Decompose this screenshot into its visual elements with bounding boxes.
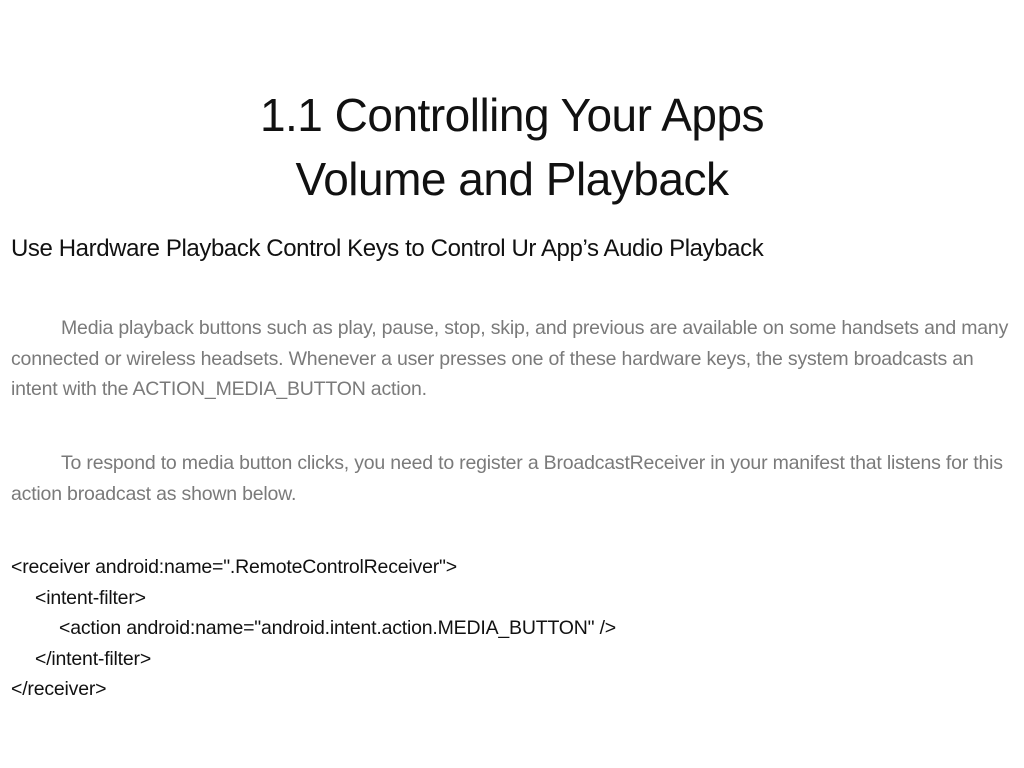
slide-title-line-2: Volume and Playback [295, 153, 729, 205]
code-line-receiver-close: </receiver> [11, 678, 107, 700]
body-paragraph-1 [11, 313, 1016, 405]
code-line-intent-filter-close: </intent-filter> [35, 647, 152, 670]
slide-title-line-1: 1.1 Controlling Your Apps [259, 89, 765, 141]
body-paragraph-2 [11, 448, 1016, 509]
code-snippet [11, 552, 1016, 705]
code-line-action: <action android:name="android.intent.action.MEDIA_BUTTON" /> [59, 617, 616, 639]
body-paragraph-1-text: Media playback buttons such as play, pause, stop, skip, and previous are available on some handsets and many connected or wireless headsets. Whenever a user presses one of these hardware keys, the system broadcasts an intent with the ACTION_MEDIA_BUTTON action. [11, 317, 1009, 400]
body-paragraph-2-text: To respond to media button clicks, you need to register a BroadcastReceiver in your manifest that listens for this action broadcast as shown below. [11, 452, 1003, 505]
slide-title [0, 83, 1024, 211]
code-line-intent-filter-open: <intent-filter> [35, 586, 146, 609]
slide-subtitle: Use Hardware Playback Control Keys to Control Ur App’s Audio Playback [11, 235, 764, 262]
code-line-receiver-open: <receiver android:name=".RemoteControlReceiver"> [11, 556, 457, 578]
